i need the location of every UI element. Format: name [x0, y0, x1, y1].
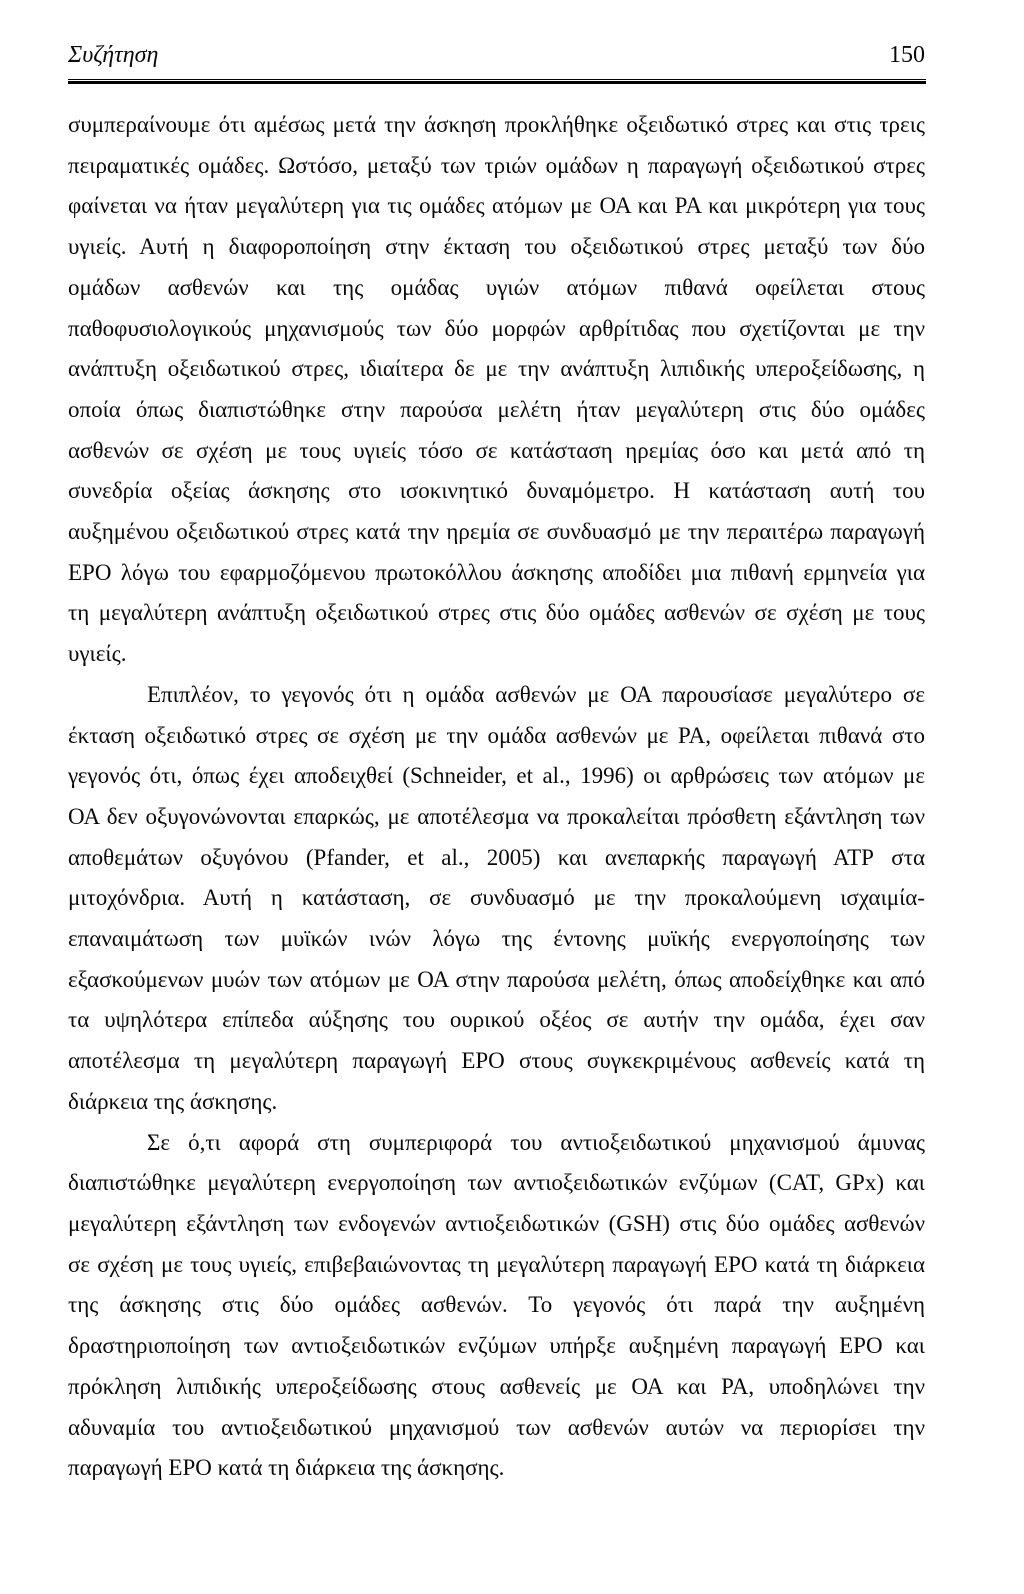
- text-line: ΕΡΟ λόγω του εφαρμοζόμενου πρωτοκόλλου άσκησης αποδίδει μια πιθανή ερμηνεία για: [68, 559, 925, 585]
- text-line: σε σχέση με τους υγιείς, επιβεβαιώνοντας τη μεγαλύτερη παραγωγή ΕΡΟ κατά τη διάρκεια: [68, 1251, 925, 1277]
- text-line: μιτοχόνδρια. Αυτή η κατάσταση, σε συνδυασμό με την προκαλούμενη ισχαιμία-: [68, 885, 925, 911]
- page-number: 150: [889, 42, 925, 68]
- text-line: τη μεγαλύτερη ανάπτυξη οξειδωτικού στρες στις δύο ομάδες ασθενών σε σχέση με τους: [68, 600, 925, 626]
- text-line: εξασκούμενων μυών των ατόμων με ΟΑ στην παρούσα μελέτη, όπως αποδείχθηκε και από: [68, 966, 925, 992]
- text-line: διαπιστώθηκε μεγαλύτερη ενεργοποίηση των αντιοξειδωτικών ενζύμων (CAT, GPx) και: [68, 1170, 925, 1196]
- text-line: πειραματικές ομάδες. Ωστόσο, μεταξύ των τριών ομάδων η παραγωγή οξειδωτικού στρες: [68, 152, 925, 178]
- text-line: επαναιμάτωση των μυϊκών ινών λόγω της έντονης μυϊκής ενεργοποίησης των: [68, 926, 925, 952]
- text-line: πρόκληση λιπιδικής υπεροξείδωσης στους ασθενείς με ΟΑ και ΡΑ, υποδηλώνει την: [68, 1373, 925, 1399]
- paragraph: [68, 1123, 925, 1489]
- text-line: παθοφυσιολογικούς μηχανισμούς των δύο μορφών αρθρίτιδας που σχετίζονται με την: [68, 315, 925, 341]
- text-line: ομάδων ασθενών και της ομάδας υγιών ατόμων πιθανά οφείλεται στους: [68, 274, 925, 300]
- text-line: φαίνεται να ήταν μεγαλύτερη για τις ομάδες ατόμων με ΟΑ και ΡΑ και μικρότερη για τους: [68, 193, 925, 219]
- text-line: Σε ό,τι αφορά στη συμπεριφορά του αντιοξειδωτικού μηχανισμού άμυνας: [147, 1129, 925, 1155]
- text-line: συμπεραίνουμε ότι αμέσως μετά την άσκηση προκλήθηκε οξειδωτικό στρες και στις τρεις: [68, 112, 925, 137]
- text-line: υγιείς.: [68, 641, 127, 667]
- section-title: Συζήτηση: [68, 42, 159, 68]
- text-line: έκταση οξειδωτικό στρες σε σχέση με την ομάδα ασθενών με ΡΑ, οφείλεται πιθανά στο: [68, 722, 925, 748]
- text-line: ασθενών σε σχέση με τους υγιείς τόσο σε κατάσταση ηρεμίας όσο και μετά από τη: [68, 437, 925, 463]
- paragraph: [68, 105, 925, 675]
- text-line: αποτέλεσμα τη μεγαλύτερη παραγωγή ΕΡΟ στους συγκεκριμένους ασθενείς κατά τη: [68, 1048, 925, 1074]
- text-line: δραστηριοποίηση των αντιοξειδωτικών ενζύμων υπήρξε αυξημένη παραγωγή ΕΡΟ και: [68, 1333, 925, 1359]
- text-line: συνεδρία οξείας άσκησης στο ισοκινητικό δυναμόμετρο. Η κατάσταση αυτή του: [68, 478, 925, 504]
- text-line: Επιπλέον, το γεγονός ότι η ομάδα ασθενών με ΟΑ παρουσίασε μεγαλύτερο σε: [147, 681, 925, 707]
- text-line: αποθεμάτων οξυγόνου (Pfander, et al., 2005) και ανεπαρκής παραγωγή ΑΤΡ στα: [68, 844, 925, 870]
- running-header: [68, 38, 925, 72]
- paragraph: [68, 675, 925, 1123]
- text-line: αυξημένου οξειδωτικού στρες κατά την ηρεμία σε συνδυασμό με την περαιτέρω παραγωγή: [68, 519, 925, 545]
- text-line: τα υψηλότερα επίπεδα αύξησης του ουρικού οξέος σε αυτήν την ομάδα, έχει σαν: [68, 1007, 925, 1033]
- text-line: οποία όπως διαπιστώθηκε στην παρούσα μελέτη ήταν μεγαλύτερη στις δύο ομάδες: [68, 396, 925, 422]
- text-line: της άσκησης στις δύο ομάδες ασθενών. Το γεγονός ότι παρά την αυξημένη: [68, 1292, 925, 1318]
- header-rule: [68, 79, 926, 84]
- text-line: μεγαλύτερη εξάντληση των ενδογενών αντιοξειδωτικών (GSH) στις δύο ομάδες ασθενών: [68, 1210, 925, 1236]
- text-line: υγιείς. Αυτή η διαφοροποίηση στην έκταση του οξειδωτικού στρες μεταξύ των δύο: [68, 234, 925, 260]
- text-line: διάρκεια της άσκησης.: [68, 1088, 278, 1114]
- body-text: [68, 105, 925, 1489]
- text-line: αδυναμία του αντιοξειδωτικού μηχανισμού των ασθενών αυτών να περιορίσει την: [68, 1414, 925, 1440]
- text-line: παραγωγή ΕΡΟ κατά τη διάρκεια της άσκησης.: [68, 1455, 505, 1481]
- text-line: ανάπτυξη οξειδωτικού στρες, ιδιαίτερα δε με την ανάπτυξη λιπιδικής υπεροξείδωσης, η: [68, 356, 925, 382]
- text-line: ΟΑ δεν οξυγονώνονται επαρκώς, με αποτέλεσμα να προκαλείται πρόσθετη εξάντληση των: [68, 803, 925, 829]
- text-line: γεγονός ότι, όπως έχει αποδειχθεί (Schneider, et al., 1996) οι αρθρώσεις των ατόμων με: [68, 763, 925, 789]
